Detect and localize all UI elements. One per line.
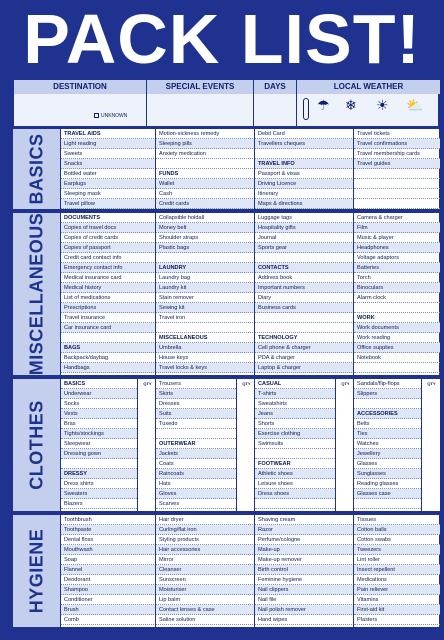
list-item[interactable]: Coats [156, 459, 236, 469]
list-item[interactable]: Sports gear [255, 243, 354, 253]
list-item[interactable]: Contact lenses & case [156, 605, 255, 615]
list-item[interactable]: Insect repellent [354, 565, 440, 575]
list-heading: CASUAL [255, 379, 335, 389]
list-item[interactable]: Dressing gown [61, 449, 137, 459]
list-item[interactable]: Travel insurance [61, 313, 156, 323]
list-item[interactable]: Wallet [156, 179, 255, 189]
list-item[interactable]: Socks [61, 399, 137, 409]
list-item[interactable]: Music & player [354, 233, 440, 243]
section-tab [13, 129, 60, 209]
list-item[interactable]: Tights/stockings [61, 429, 137, 439]
qty-column [421, 379, 440, 511]
list-item[interactable]: Address book [255, 273, 354, 283]
list-item[interactable]: Business cards [255, 303, 354, 313]
list-item [354, 303, 440, 313]
list-item[interactable]: Birth control [255, 565, 354, 575]
list-item[interactable]: Snacks [61, 159, 156, 169]
list-item[interactable]: Plastic bags [156, 243, 255, 253]
list-item[interactable]: Hair dryer [156, 515, 255, 525]
rain-cloud-icon: ☂ [317, 97, 330, 113]
list-item[interactable]: Watches [354, 439, 421, 449]
list-item[interactable]: Slippers [354, 389, 421, 399]
list-item[interactable]: Shaving cream [255, 515, 354, 525]
list-item[interactable]: Umbrella [156, 343, 255, 353]
qty-column [335, 379, 354, 511]
list-item[interactable]: Nail polish remover [255, 605, 354, 615]
list-column [155, 379, 254, 511]
list-item[interactable]: T-shirts [255, 389, 335, 399]
list-item[interactable]: Earplugs [61, 179, 156, 189]
section-hygiene [12, 514, 440, 628]
list-item [354, 499, 421, 509]
sun-icon: ☀ [376, 97, 389, 113]
section-clothes [12, 378, 440, 512]
list-item[interactable]: Feminine hygiene [255, 575, 354, 585]
list-item[interactable]: Emergency contact info [61, 263, 156, 273]
list-item [255, 149, 354, 159]
list-item[interactable]: Curling/flat iron [156, 525, 255, 535]
list-item[interactable]: Shoulder straps [156, 233, 255, 243]
list-column [353, 515, 439, 627]
list-item[interactable]: Nail file [255, 595, 354, 605]
list-item[interactable]: Skirts [156, 389, 236, 399]
list-heading: TRAVEL AIDS [61, 129, 156, 139]
list-heading: CONTACTS [255, 263, 354, 273]
list-item[interactable]: Dental floss [61, 535, 156, 545]
list-item[interactable]: Mouthwash [61, 545, 156, 555]
list-item[interactable]: Debit Card [255, 129, 354, 139]
list-item[interactable]: Car insurance card [61, 323, 156, 333]
list-item[interactable]: Travel guides [354, 159, 440, 169]
list-item[interactable]: Tuxedo [156, 419, 236, 429]
list-item [61, 459, 137, 469]
list-item[interactable]: First-aid kit [354, 605, 440, 615]
list-item[interactable]: Itinerary [255, 189, 354, 199]
list-item[interactable]: Perfume/cologne [255, 535, 354, 545]
list-item[interactable]: Pain reliever [354, 585, 440, 595]
list-item[interactable]: Blazers [61, 499, 137, 509]
list-item [354, 189, 440, 199]
list-item[interactable]: Voltage adaptors [354, 253, 440, 263]
list-item[interactable]: PDA & charger [255, 353, 354, 363]
list-item[interactable]: Jackets [156, 449, 236, 459]
list-item [61, 333, 156, 343]
list-item[interactable]: Copies of passport [61, 243, 156, 253]
list-item[interactable]: Important numbers [255, 283, 354, 293]
list-item [354, 169, 440, 179]
list-item [156, 323, 255, 333]
list-column [155, 515, 254, 627]
list-item[interactable]: Office supplies [354, 343, 440, 353]
destination-label: DESTINATION [14, 80, 146, 94]
special-events-label: SPECIAL EVENTS [147, 80, 253, 94]
list-item[interactable]: Mirror [156, 555, 255, 565]
list-column [254, 213, 353, 375]
list-item [354, 399, 421, 409]
section-tab [13, 213, 60, 375]
snow-cloud-icon: ❄ [345, 97, 357, 113]
list-heading: DOCUMENTS [61, 213, 156, 223]
unknown-option[interactable] [94, 113, 127, 119]
list-item[interactable]: Anxiety medication [156, 149, 255, 159]
list-heading: LAUNDRY [156, 263, 255, 273]
list-item[interactable]: Motion-sickness remedy [156, 129, 255, 139]
qty-column [236, 379, 255, 511]
section-miscellaneous [12, 212, 440, 376]
list-item[interactable]: Film [354, 223, 440, 233]
list-item[interactable]: Luggage tags [255, 213, 354, 223]
list-item[interactable]: Maps & directions [255, 199, 354, 209]
list-item[interactable]: House keys [156, 353, 255, 363]
list-item[interactable]: Dresses [156, 399, 236, 409]
list-item[interactable]: Money belt [156, 223, 255, 233]
list-item[interactable]: Vests [61, 409, 137, 419]
list-item[interactable]: Suits [156, 409, 236, 419]
list-item[interactable]: Torch [354, 273, 440, 283]
list-item[interactable]: Laptop & charger [255, 363, 354, 373]
list-item [354, 363, 440, 373]
section-basics [12, 128, 440, 210]
list-item [255, 449, 335, 459]
list-column [254, 129, 353, 209]
list-item[interactable]: Hair accessories [156, 545, 255, 555]
qty-label: QTY [341, 381, 350, 386]
list-column [353, 129, 439, 209]
list-item[interactable]: Handbags [61, 363, 156, 373]
list-item[interactable]: Conditioner [61, 595, 156, 605]
list-column [155, 213, 254, 375]
list-item[interactable]: Sewing kit [156, 303, 255, 313]
list-item[interactable]: Binoculars [354, 283, 440, 293]
list-item[interactable]: Travel locks & keys [156, 363, 255, 373]
list-item [255, 253, 354, 263]
list-item[interactable]: Travel membership cards [354, 149, 440, 159]
qty-column [137, 379, 156, 511]
list-item[interactable]: Cell phone & charger [255, 343, 354, 353]
list-item[interactable]: Backpack/daybag [61, 353, 156, 363]
list-item[interactable]: Soap [61, 555, 156, 565]
list-item[interactable]: Prescriptions [61, 303, 156, 313]
list-item[interactable]: Driving Licence [255, 179, 354, 189]
list-column [155, 129, 254, 209]
list-item[interactable]: Dress shoes [255, 489, 335, 499]
list-item[interactable]: Sunglasses [354, 469, 421, 479]
list-item[interactable]: Tweezers [354, 545, 440, 555]
list-item[interactable]: Styling products [156, 535, 255, 545]
list-item[interactable]: Travel confirmations [354, 139, 440, 149]
list-item[interactable]: Passport & visas [255, 169, 354, 179]
list-item[interactable]: Shorts [255, 419, 335, 429]
list-item[interactable]: Flannel [61, 565, 156, 575]
list-item[interactable]: Underwear [61, 389, 137, 399]
list-item[interactable]: Credit card contact info [61, 253, 156, 263]
section-tab [13, 515, 60, 627]
list-item[interactable]: Headphones [354, 243, 440, 253]
list-item[interactable]: Make-up remover [255, 555, 354, 565]
list-column [353, 213, 439, 375]
list-item[interactable]: Collapsible holdall [156, 213, 255, 223]
list-item[interactable]: Laundry kit [156, 283, 255, 293]
list-item[interactable]: Sandals/flip-flops [354, 379, 421, 389]
list-item[interactable]: Glasses case [354, 489, 421, 499]
list-item[interactable]: Sunscreen [156, 575, 255, 585]
list-column [254, 515, 353, 627]
list-item[interactable]: Gloves [156, 489, 236, 499]
list-heading: TRAVEL INFO [255, 159, 354, 169]
section-tab [13, 379, 60, 511]
list-item[interactable]: Cash [156, 189, 255, 199]
list-item[interactable]: Travel iron [156, 313, 255, 323]
list-item[interactable]: Lip balm [156, 595, 255, 605]
list-heading: WORK [354, 313, 440, 323]
list-item[interactable]: Copies of credit cards [61, 233, 156, 243]
list-item[interactable]: List of medications [61, 293, 156, 303]
list-item[interactable]: Camera & charger [354, 213, 440, 223]
list-item[interactable]: Moisturiser [156, 585, 255, 595]
section-title: MISCELLANEOUS [26, 212, 46, 376]
divider [296, 80, 297, 126]
list-heading: DRESSY [61, 469, 137, 479]
section-title: BASICS [26, 133, 46, 205]
list-item[interactable]: Swimsuits [255, 439, 335, 449]
list-item [156, 253, 255, 263]
list-item[interactable]: Saline solution [156, 615, 255, 625]
section-title: HYGIENE [26, 528, 46, 614]
list-item[interactable]: Leisure shoes [255, 479, 335, 489]
list-item[interactable]: Bras [61, 419, 137, 429]
unknown-label: UNKNOWN [101, 113, 128, 119]
list-item[interactable]: Alarm clock [354, 293, 440, 303]
list-item[interactable]: Cleanser [156, 565, 255, 575]
list-item[interactable]: Brush [61, 605, 156, 615]
list-item[interactable]: Toothbrush [61, 515, 156, 525]
list-column [60, 129, 155, 209]
list-item[interactable]: Copies of travel docs [61, 223, 156, 233]
list-item[interactable]: Sweaters [61, 489, 137, 499]
list-heading: OUTERWEAR [156, 439, 236, 449]
list-item[interactable]: Scarves [156, 499, 236, 509]
list-item[interactable]: Raincoats [156, 469, 236, 479]
list-item [255, 313, 354, 323]
list-item[interactable]: Medical insurance card [61, 273, 156, 283]
list-item [354, 179, 440, 189]
list-item[interactable]: Notebook [354, 353, 440, 363]
list-item[interactable]: Laundry bag [156, 273, 255, 283]
qty-label: QTY [242, 381, 251, 386]
list-item[interactable]: Plasters [354, 615, 440, 625]
list-heading: BASICS [61, 379, 137, 389]
list-item[interactable]: Comb [61, 615, 156, 625]
trip-header [12, 78, 440, 128]
list-item[interactable]: Batteries [354, 263, 440, 273]
list-item[interactable]: Credit cards [156, 199, 255, 209]
list-item[interactable]: Sweets [61, 149, 156, 159]
list-item[interactable]: Trousers [156, 379, 236, 389]
list-item[interactable]: Medications [354, 575, 440, 585]
list-item[interactable]: Work documents [354, 323, 440, 333]
list-column [60, 379, 155, 511]
list-item[interactable]: Vitamins [354, 595, 440, 605]
list-heading: TECHNOLOGY [255, 333, 354, 343]
qty-label: QTY [143, 381, 152, 386]
list-heading: FUNDS [156, 169, 255, 179]
list-item[interactable]: Journal [255, 233, 354, 243]
list-item[interactable]: Glasses [354, 459, 421, 469]
list-item[interactable]: Jewellery [354, 449, 421, 459]
local-weather-label: LOCAL WEATHER [297, 80, 440, 94]
list-column [60, 213, 155, 375]
list-item [156, 159, 255, 169]
list-item[interactable]: Make-up [255, 545, 354, 555]
list-item[interactable]: Sweatshirts [255, 399, 335, 409]
list-item[interactable]: Exercise clothing [255, 429, 335, 439]
list-column [353, 379, 439, 511]
list-item[interactable]: Hats [156, 479, 236, 489]
list-item[interactable]: Shampoo [61, 585, 156, 595]
divider [253, 80, 254, 126]
list-item[interactable]: Belts [354, 419, 421, 429]
list-item [156, 429, 236, 439]
section-title: CLOTHES [26, 400, 46, 490]
list-heading: ACCESSORIES [354, 409, 421, 419]
list-item[interactable]: Hospitality gifts [255, 223, 354, 233]
days-label: DAYS [254, 80, 296, 94]
list-item[interactable]: Athletic shoes [255, 469, 335, 479]
sun-cloud-icon: ⛅ [406, 97, 424, 113]
qty-label: QTY [427, 381, 436, 386]
list-item [354, 199, 440, 209]
list-item[interactable]: Work reading [354, 333, 440, 343]
list-item[interactable]: Ties [354, 429, 421, 439]
list-item[interactable]: Diary [255, 293, 354, 303]
list-item[interactable]: Toothpaste [61, 525, 156, 535]
list-item[interactable]: Razor [255, 525, 354, 535]
list-item[interactable]: Reading glasses [354, 479, 421, 489]
list-item[interactable]: Lint roller [354, 555, 440, 565]
list-item[interactable]: Travel pillow [61, 199, 156, 209]
list-item[interactable]: Dress shirts [61, 479, 137, 489]
list-item[interactable]: Light reading [61, 139, 156, 149]
list-item[interactable]: Travellers cheques [255, 139, 354, 149]
list-item[interactable]: Sleeping mask [61, 189, 156, 199]
list-item[interactable]: Sleepwear [61, 439, 137, 449]
list-item[interactable]: Bottled water [61, 169, 156, 179]
list-heading: FOOTWEAR [255, 459, 335, 469]
list-heading: MISCELLANEOUS [156, 333, 255, 343]
list-item[interactable]: Medical history [61, 283, 156, 293]
list-item[interactable]: Nail clippers [255, 585, 354, 595]
list-item[interactable]: Stain remover [156, 293, 255, 303]
list-item[interactable]: Travel tickets [354, 129, 440, 139]
list-heading: BAGS [61, 343, 156, 353]
list-item[interactable]: Cotton balls [354, 525, 440, 535]
list-item[interactable]: Tissues [354, 515, 440, 525]
list-item [255, 499, 335, 509]
list-item[interactable]: Sleeping pills [156, 139, 255, 149]
list-column [254, 379, 353, 511]
list-item [255, 323, 354, 333]
unknown-checkbox[interactable] [94, 113, 99, 118]
list-item[interactable]: Deodorant [61, 575, 156, 585]
divider [146, 80, 147, 126]
list-column [60, 515, 155, 627]
page-title: PACK LIST! [23, 0, 421, 78]
thermometer-icon [303, 98, 309, 120]
list-item[interactable]: Jeans [255, 409, 335, 419]
list-item[interactable]: Hand wipes [255, 615, 354, 625]
list-item[interactable]: Cotton swabs [354, 535, 440, 545]
